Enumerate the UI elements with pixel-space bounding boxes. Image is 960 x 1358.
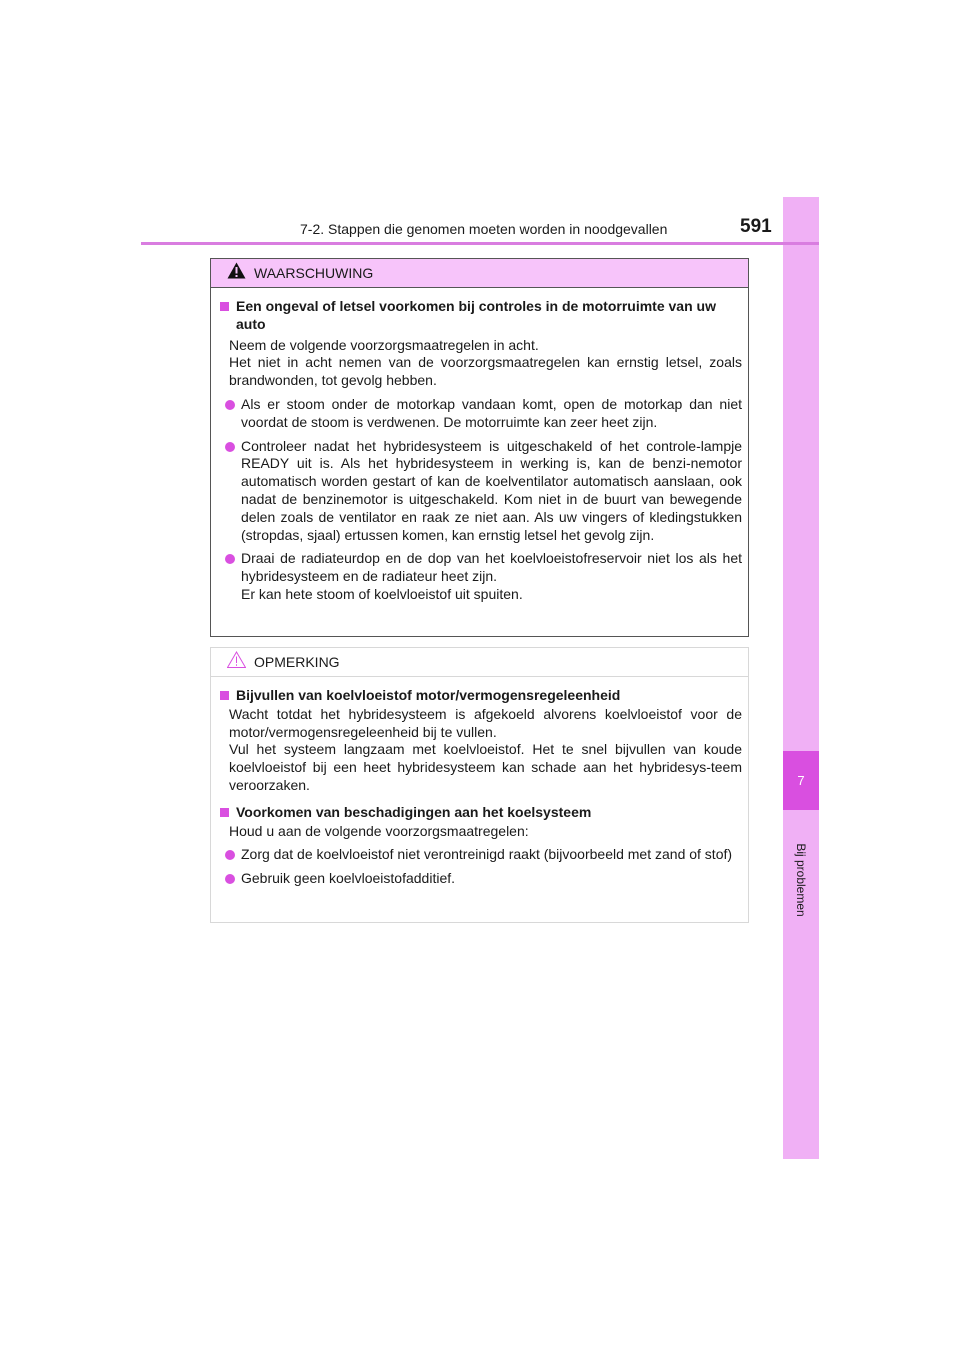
section-marker-icon xyxy=(220,691,229,700)
bullet-dot-icon xyxy=(225,554,235,564)
warning-body xyxy=(211,288,748,604)
section-marker-icon xyxy=(220,302,229,311)
warning-box-header xyxy=(211,259,748,288)
caution-outline-triangle-icon xyxy=(227,651,246,673)
note-paragraph: Houd u aan de volgende voorzorgsmaatregelen: xyxy=(229,822,529,839)
warning-bullet xyxy=(225,550,742,603)
note-heading-text: Voorkomen van beschadigingen aan het koelsysteem xyxy=(236,803,592,820)
warning-bullet xyxy=(225,438,742,545)
section-title: 7-2. Stappen die genomen moeten worden in noodgevallen xyxy=(300,221,668,237)
note-paragraphs xyxy=(229,823,742,841)
warning-bullet-text: Als er stoom onder de motorkap vandaan komt, open de motorkap dan niet voordat de stoom is verdwenen. De motorruimte kan zeer heet zijn. xyxy=(241,395,742,430)
warning-triangle-icon xyxy=(227,262,246,284)
warning-intro xyxy=(229,337,742,390)
bullet-dot-icon xyxy=(225,400,235,410)
note-paragraphs xyxy=(229,706,742,795)
warning-bullet xyxy=(225,396,742,432)
warning-bullet-text: Er kan hete stoom of koelvloeistof uit spuiten. xyxy=(241,585,523,602)
note-label: OPMERKING xyxy=(254,654,340,670)
note-bullet xyxy=(225,846,742,864)
chapter-number-tab[interactable] xyxy=(783,751,819,810)
chapter-number: 7 xyxy=(797,773,805,788)
header-rule xyxy=(141,242,819,245)
side-tab-strip xyxy=(783,197,819,1159)
note-box xyxy=(210,647,749,923)
warning-intro-line: Het niet in acht nemen van de voorzorgsmaatregelen kan ernstig letsel, zoals brandwonden, tot gevolg hebben. xyxy=(229,354,742,389)
bullet-dot-icon xyxy=(225,442,235,452)
bullet-dot-icon xyxy=(225,874,235,884)
warning-bullet-text: Draai de radiateurdop en de dop van het koelvloeistofreservoir niet los als het hybridesysteem en de radiateur heet zijn. xyxy=(241,550,742,585)
warning-heading xyxy=(220,298,742,334)
chapter-label: Bij problemen xyxy=(794,843,808,917)
note-body xyxy=(211,677,748,888)
note-bullet-text: Zorg dat de koelvloeistof niet verontreinigd raakt (bijvoorbeeld met zand of stof) xyxy=(241,846,733,863)
note-paragraph: Wacht totdat het hybridesysteem is afgekoeld alvorens koelvloeistof voor de motor/vermogensregeleenheid bij te vullen. xyxy=(229,705,742,740)
note-bullet xyxy=(225,870,742,888)
bullet-dot-icon xyxy=(225,850,235,860)
warning-bullet-text: Controleer nadat het hybridesysteem is uitgeschakeld of het controle-lampje READY uit is. Als het hybridesysteem in werking is, kan de benzi-nemotor automatisch worden gestart of kan de koelventilator automatisch aanslaan, ook nadat de benzinemotor is uitgeschakeld. Kom niet in de buurt van bewegende delen zoals de ventilator en raak ze niet aan. Als uw vingers of kledingstukken (stropdas, sjaal) ertussen komen, kan ernstig letsel het gevolg zijn. xyxy=(241,437,742,543)
warning-label: WAARSCHUWING xyxy=(254,265,374,281)
section-marker-icon xyxy=(220,808,229,817)
warning-box xyxy=(210,258,749,637)
page-number: 591 xyxy=(740,216,772,237)
note-bullet-text: Gebruik geen koelvloeistofadditief. xyxy=(241,870,456,887)
warning-heading-text: Een ongeval of letsel voorkomen bij controles in de motorruimte van uw auto xyxy=(236,298,716,332)
note-heading xyxy=(220,687,742,705)
note-heading xyxy=(220,804,742,822)
warning-intro-line: Neem de volgende voorzorgsmaatregelen in acht. xyxy=(229,336,539,353)
note-heading-text: Bijvullen van koelvloeistof motor/vermogensregeleenheid xyxy=(236,687,621,703)
note-box-header xyxy=(211,648,748,677)
note-paragraph: Vul het systeem langzaam met koelvloeistof. Het te snel bijvullen van koude koelvloeistof bij een heet hybridesysteem kan schade aan het hybridesys-teem veroorzaken. xyxy=(229,741,742,793)
